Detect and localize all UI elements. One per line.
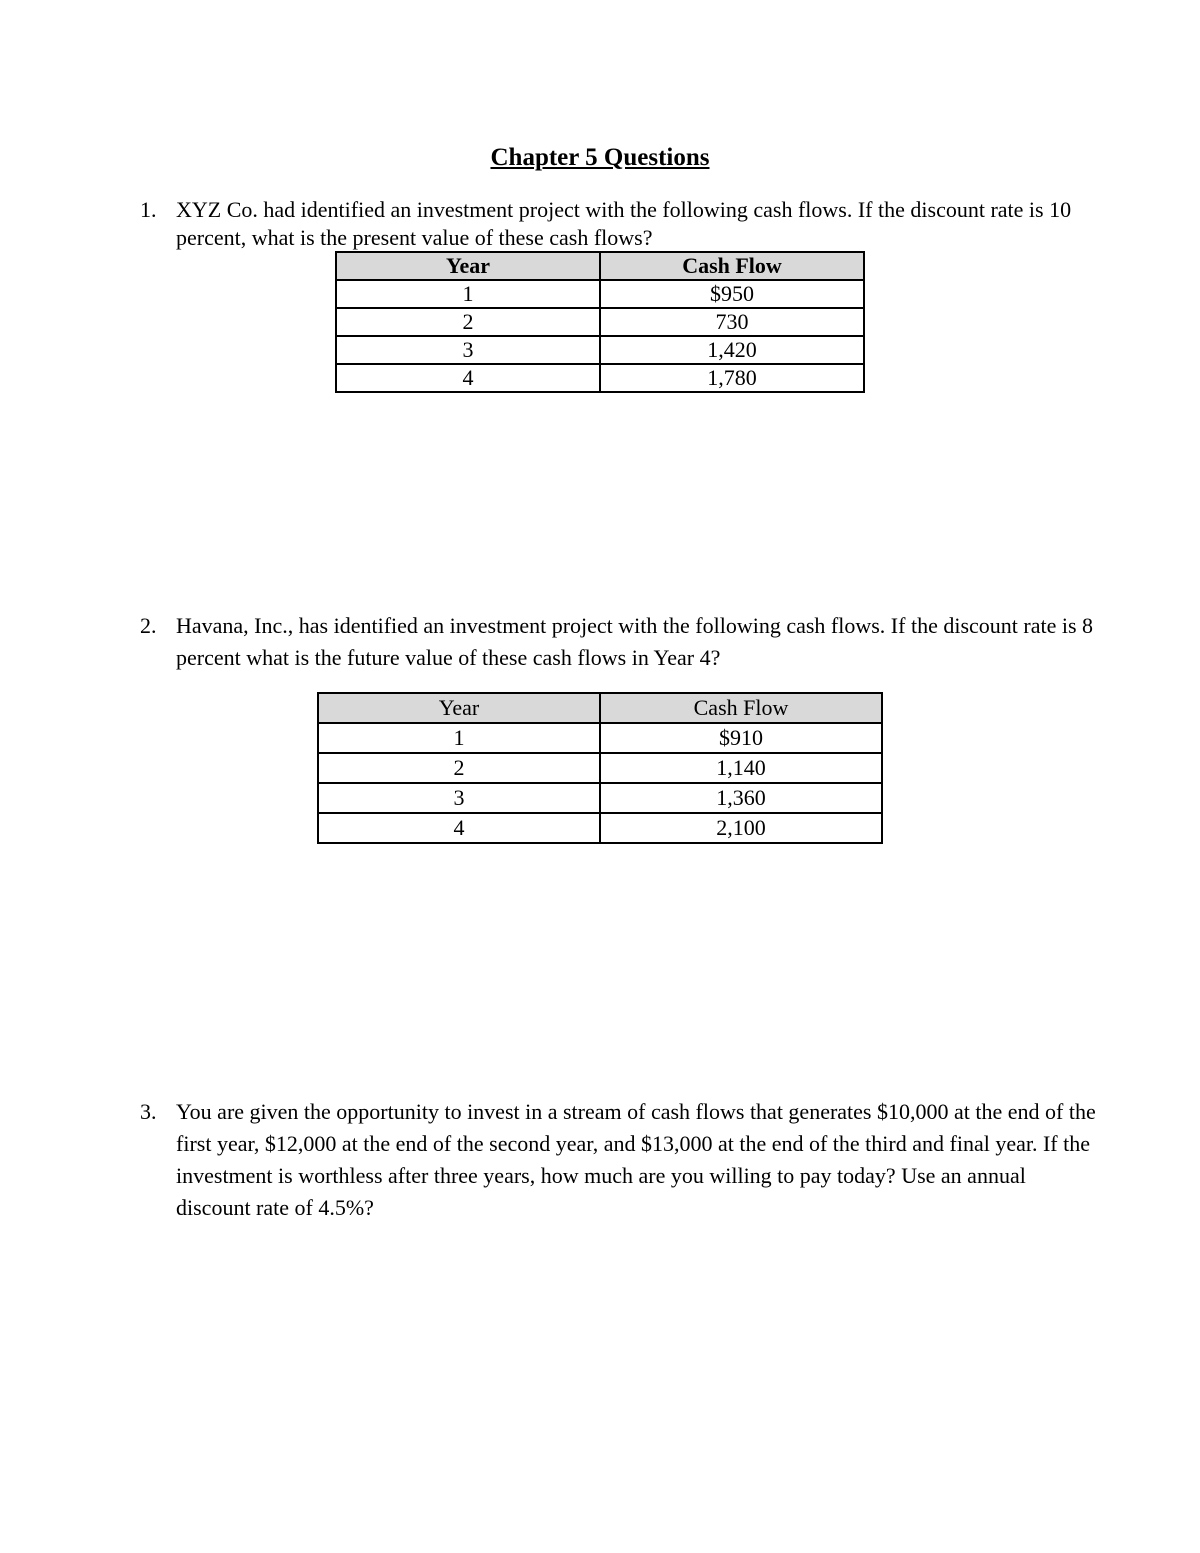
table-header-row [336, 252, 864, 280]
question-3 [140, 1096, 1100, 1224]
cash-flow-cell: 730 [600, 308, 864, 336]
cash-flow-table-1 [335, 251, 865, 393]
table-row [336, 280, 864, 308]
cash-flow-cell: 1,140 [600, 753, 882, 783]
table-row [318, 813, 882, 843]
table-row [336, 336, 864, 364]
year-cell: 4 [318, 813, 600, 843]
cash-flow-table-2 [317, 692, 883, 844]
cash-flow-cell: 2,100 [600, 813, 882, 843]
year-cell: 2 [318, 753, 600, 783]
cash-flow-cell: 1,360 [600, 783, 882, 813]
question-number: 2. [140, 613, 157, 638]
year-cell: 3 [336, 336, 600, 364]
table-row [336, 308, 864, 336]
cash-flow-cell: $950 [600, 280, 864, 308]
question-1 [140, 196, 1100, 252]
question-text: XYZ Co. had identified an investment project with the following cash flows. If the discount rate is 10 percent, what is the present value of these cash flows? [176, 197, 1072, 250]
question-text: Havana, Inc., has identified an investment project with the following cash flows. If the discount rate is 8 percent what is the future value of these cash flows in Year 4? [176, 613, 1094, 670]
column-header-cash-flow: Cash Flow [600, 252, 864, 280]
table-row [318, 753, 882, 783]
cash-flow-cell: 1,780 [600, 364, 864, 392]
cash-flow-cell: $910 [600, 723, 882, 753]
year-cell: 1 [336, 280, 600, 308]
table-header-row [318, 693, 882, 723]
page-title: Chapter 5 Questions [490, 144, 710, 171]
column-header-year: Year [336, 252, 600, 280]
table-row [318, 783, 882, 813]
column-header-year: Year [318, 693, 600, 723]
table-row [318, 723, 882, 753]
question-2 [140, 610, 1100, 674]
question-number: 3. [140, 1099, 157, 1124]
question-number: 1. [140, 197, 157, 222]
year-cell: 3 [318, 783, 600, 813]
table-row [336, 364, 864, 392]
year-cell: 4 [336, 364, 600, 392]
column-header-cash-flow: Cash Flow [600, 693, 882, 723]
year-cell: 1 [318, 723, 600, 753]
question-text: You are given the opportunity to invest in a stream of cash flows that generates $10,000 at the end of the first year, $12,000 at the end of the second year, and $13,000 at the end of the third and final year. If the investment is worthless after three years, how much are you willing to pay today? Use an annual discount rate of 4.5%? [176, 1099, 1096, 1220]
year-cell: 2 [336, 308, 600, 336]
cash-flow-cell: 1,420 [600, 336, 864, 364]
